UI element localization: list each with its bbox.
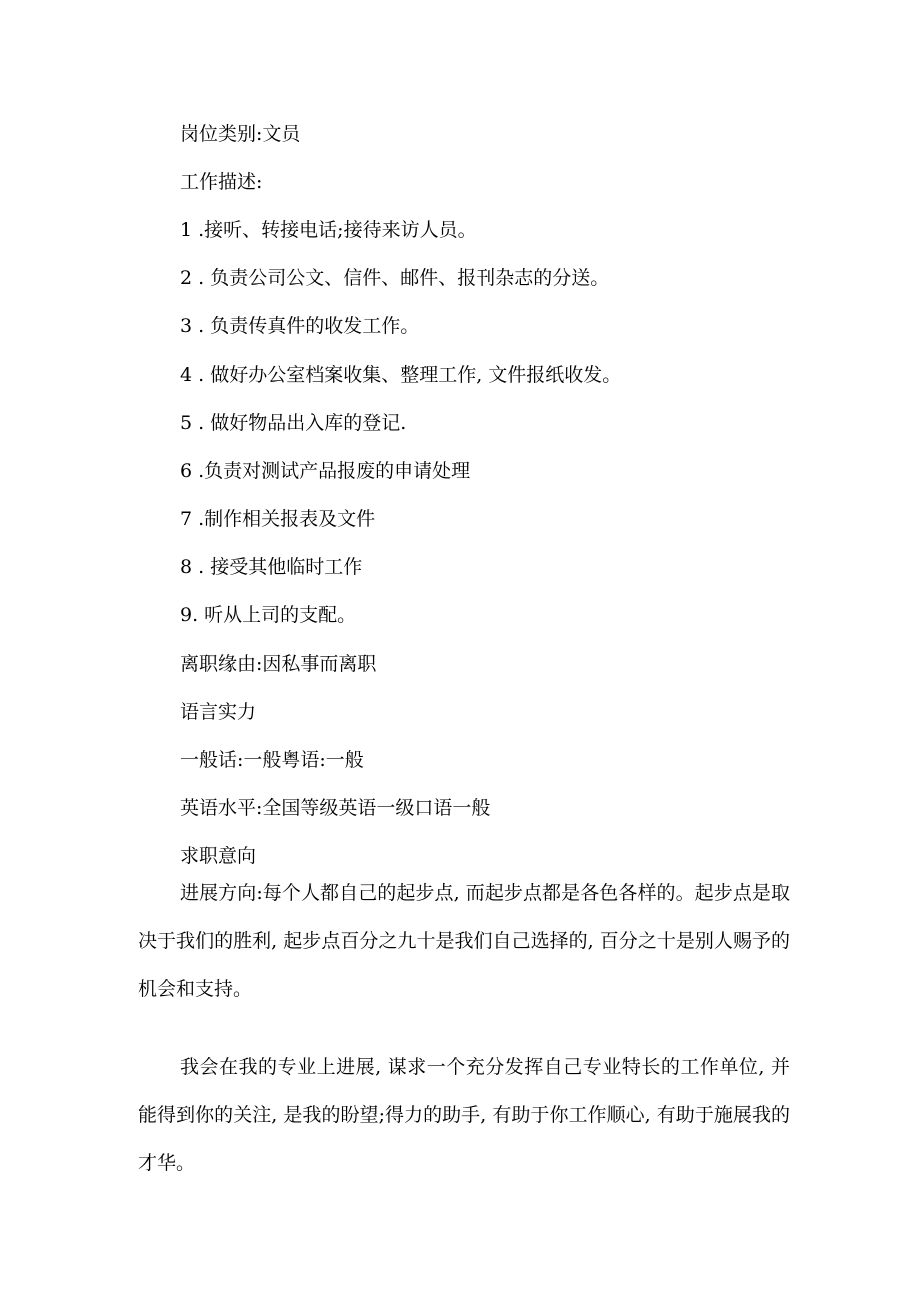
job-description-heading: 工作描述: [180,171,263,193]
language-heading: 语言实力 [180,701,257,723]
closing-paragraph: 我会在我的专业上进展, 谋求一个充分发挥自己专业特长的工作单位, 并能得到你的关注, 是我的盼望;得力的助手, 有助于你工作顺心, 有助于施展我的才华。 [138,1056,790,1174]
reason-for-leaving: 离职缘由:因私事而离职 [180,653,377,675]
position-category: 岗位类别:文员 [180,123,301,145]
mandarin-cantonese-level: 一般话:一般粤语:一般 [180,749,364,771]
intention-heading: 求职意向 [180,845,257,867]
development-paragraph: 进展方向:每个人都自己的起步点, 而起步点都是各色各样的。起步点是取决于我们的胜利, 起步点百分之九十是我们自己选择的, 百分之十是别人赐予的机会和支持。 [138,882,790,1000]
duty-item: 8 . 接受其他临时工作 [180,556,363,578]
duty-item: 4 . 做好办公室档案收集、整理工作, 文件报纸收发。 [180,364,622,386]
duty-item: 5 . 做好物品出入库的登记. [180,412,407,434]
duty-item: 7 .制作相关报表及文件 [180,508,376,530]
duty-item: 1 .接听、转接电话;接待来访人员。 [180,219,477,241]
english-level: 英语水平:全国等级英语一级口语一般 [180,797,491,819]
duty-item: 9. 听从上司的支配。 [180,604,357,626]
duty-item: 6 .负责对测试产品报废的申请处理 [180,460,471,482]
duty-item: 2 . 负责公司公文、信件、邮件、报刊杂志的分送。 [180,267,610,289]
duty-item: 3 . 负责传真件的收发工作。 [180,315,420,337]
